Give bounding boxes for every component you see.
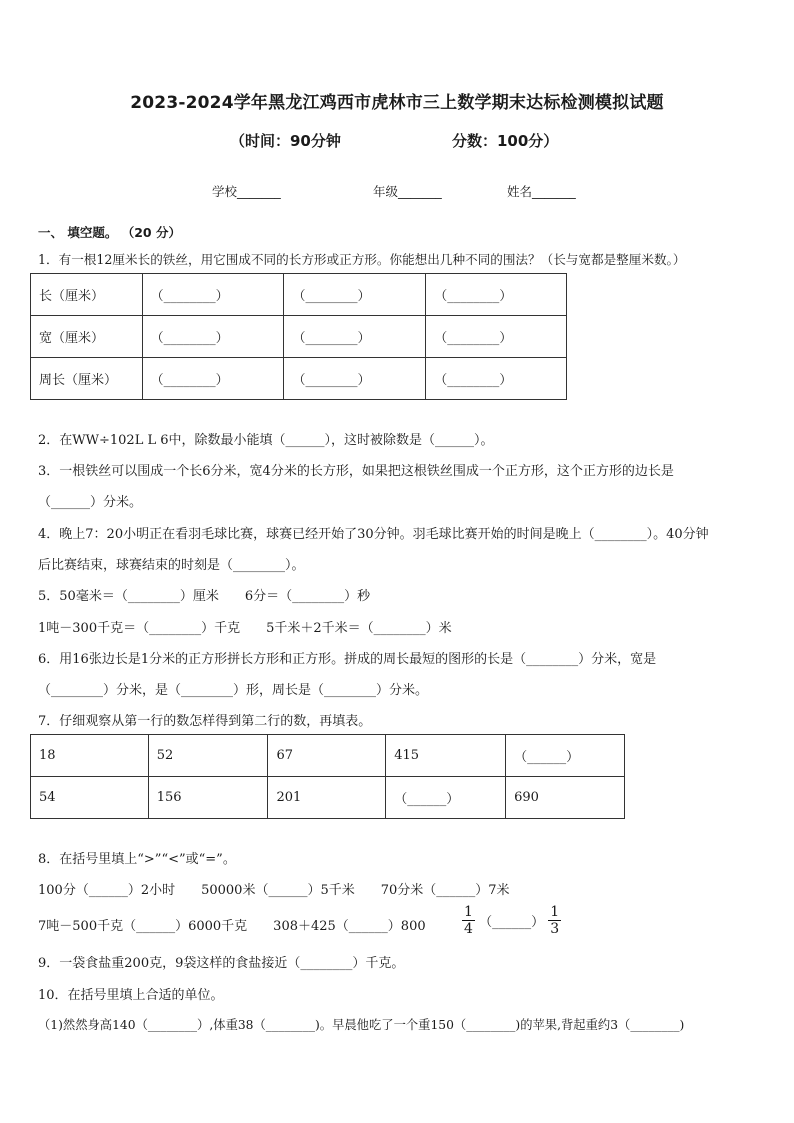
- question-3-line-2: （______）分米。: [38, 495, 143, 510]
- table-row: [31, 316, 567, 358]
- question-9: 9．一袋食盐重200克，9袋这样的食盐接近（________）千克。: [38, 956, 405, 971]
- question-5-line-1: 5．50毫米＝（________）厘米 6分＝（________）秒: [38, 589, 371, 604]
- row-label: 宽（厘米）: [31, 316, 143, 358]
- answer-cell[interactable]: （________）: [426, 358, 567, 400]
- question-7: 7．仔细观察从第一行的数怎样得到第二行的数，再填表。: [38, 714, 372, 729]
- table-cell: 690: [506, 777, 625, 819]
- question-4-line-2: 后比赛结束，球赛结束的时刻是（________）。: [38, 558, 305, 573]
- answer-cell[interactable]: （________）: [284, 316, 426, 358]
- question-8-line-1: 100分（______）2小时 50000米（______）5千米 70分米（______）7米: [38, 883, 510, 898]
- table-row: [31, 358, 567, 400]
- answer-cell[interactable]: （______）: [506, 735, 625, 777]
- page-title: 2023-2024学年黑龙江鸡西市虎林市三上数学期末达标检测模拟试题: [130, 93, 664, 113]
- grade-field: 年级_______: [373, 184, 442, 199]
- answer-cell[interactable]: （________）: [284, 274, 426, 316]
- table-cell: 67: [268, 735, 386, 777]
- answer-cell[interactable]: （________）: [284, 358, 426, 400]
- table-row: [31, 777, 625, 819]
- school-field: 学校_______: [212, 184, 281, 199]
- answer-cell[interactable]: （________）: [142, 274, 284, 316]
- question-1: 1．有一根12厘米长的铁丝，用它围成不同的长方形或正方形。你能想出几种不同的围法？（长与宽都是整厘米数。）: [38, 252, 686, 267]
- name-field: 姓名_______: [507, 184, 576, 199]
- comparison-blank[interactable]: （______）: [479, 915, 545, 930]
- question-8: 8．在括号里填上“>”“<”或“=”。: [38, 852, 236, 867]
- table-row: [31, 735, 625, 777]
- fraction-comparison: [462, 904, 561, 937]
- fraction-one-third: $\frac{1}{3}$: [550, 904, 560, 937]
- exam-time: （时间：90分钟: [230, 132, 341, 150]
- row-label: 周长（厘米）: [31, 358, 143, 400]
- question-8-line-2: 7吨－500千克（______）6000千克 308＋425（______）800: [38, 919, 426, 934]
- answer-cell[interactable]: （______）: [386, 777, 506, 819]
- question-4-line-1: 4．晚上7：20小明正在看羽毛球比赛，球赛已经开始了30分钟。羽毛球比赛开始的时间是晚上（________）。40分钟: [38, 527, 709, 542]
- question-3-line-1: 3．一根铁丝可以围成一个长6分米，宽4分米的长方形，如果把这根铁丝围成一个正方形，这个正方形的边长是: [38, 464, 674, 479]
- section-heading: 一、 填空题。 （20 分）: [38, 225, 181, 240]
- question-7-table: [30, 734, 625, 819]
- fraction-one-quarter: $\frac{1}{4}$: [464, 904, 473, 937]
- question-10-line-1: （1)然然身高140（________）,体重38（________)。早晨他吃了一个重150（________)的苹果,背起重约3（________): [38, 1018, 685, 1032]
- table-cell: 18: [31, 735, 149, 777]
- table-cell: 201: [268, 777, 386, 819]
- question-10: 10．在括号里填上合适的单位。: [38, 988, 224, 1003]
- table-cell: 54: [31, 777, 149, 819]
- question-5-line-2: 1吨－300千克＝（________）千克 5千米＋2千米＝（________）米: [38, 621, 452, 636]
- question-1-table: [30, 273, 567, 400]
- table-cell: 415: [386, 735, 506, 777]
- question-2: 2．在WW÷102L L 6中，除数最小能填（______），这时被除数是（______）。: [38, 433, 494, 448]
- exam-score: 分数：100分）: [452, 132, 559, 150]
- question-6-line-1: 6．用16张边长是1分米的正方形拼长方形和正方形。拼成的周长最短的图形的长是（________）分米，宽是: [38, 652, 657, 667]
- answer-cell[interactable]: （________）: [426, 274, 567, 316]
- row-label: 长（厘米）: [31, 274, 143, 316]
- question-6-line-2: （________）分米，是（________）形，周长是（________）分米。: [38, 683, 429, 698]
- table-cell: 156: [148, 777, 268, 819]
- answer-cell[interactable]: （________）: [142, 358, 284, 400]
- table-cell: 52: [148, 735, 268, 777]
- answer-cell[interactable]: （________）: [142, 316, 284, 358]
- answer-cell[interactable]: （________）: [426, 316, 567, 358]
- table-row: [31, 274, 567, 316]
